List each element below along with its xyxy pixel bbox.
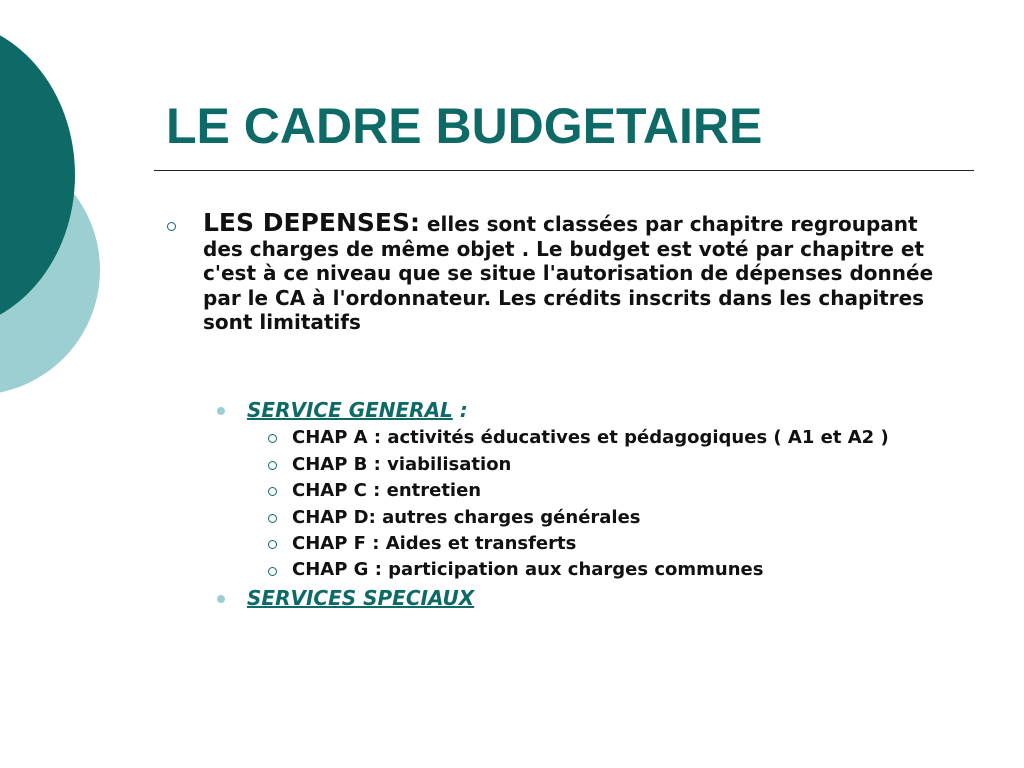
chapter-item: CHAP G : participation aux charges communes xyxy=(292,559,764,580)
ring-bullet-icon xyxy=(268,434,277,443)
main-bullet-heading: LES DEPENSES: xyxy=(203,208,420,237)
main-bullet-body: elles sont classées par chapitre regroupant des charges de même objet . Le budget est voté par chapitre et c'est à ce niveau que se situe l'autorisation de dépenses donnée par le CA à l'ordonnateur. Les crédits inscrits dans les chapitres sont limitatifs xyxy=(203,212,934,334)
ring-bullet-icon xyxy=(268,540,277,549)
ring-bullet-icon xyxy=(268,487,277,496)
service-general-suffix: : xyxy=(452,398,468,422)
service-general-heading xyxy=(247,398,468,422)
main-bullet-text xyxy=(203,208,963,335)
dot-bullet-icon xyxy=(217,595,225,603)
chapter-item: CHAP D: autres charges générales xyxy=(292,507,641,528)
ring-bullet-icon xyxy=(268,514,277,523)
chapter-item: CHAP C : entretien xyxy=(292,480,482,501)
ring-bullet-icon xyxy=(268,461,277,470)
ring-bullet-icon xyxy=(167,222,176,231)
services-speciaux-link[interactable]: SERVICES SPECIAUX xyxy=(247,586,475,610)
chapter-item: CHAP F : Aides et transferts xyxy=(292,533,577,554)
services-speciaux-heading xyxy=(247,586,474,610)
service-general-link[interactable]: SERVICE GENERAL xyxy=(247,398,453,422)
dot-bullet-icon xyxy=(217,407,225,415)
ring-bullet-icon xyxy=(268,567,277,576)
chapter-item: CHAP A : activités éducatives et pédagogiques ( A1 et A2 ) xyxy=(292,427,889,448)
slide-title: LE CADRE BUDGETAIRE xyxy=(166,98,763,154)
chapter-item: CHAP B : viabilisation xyxy=(292,454,512,475)
